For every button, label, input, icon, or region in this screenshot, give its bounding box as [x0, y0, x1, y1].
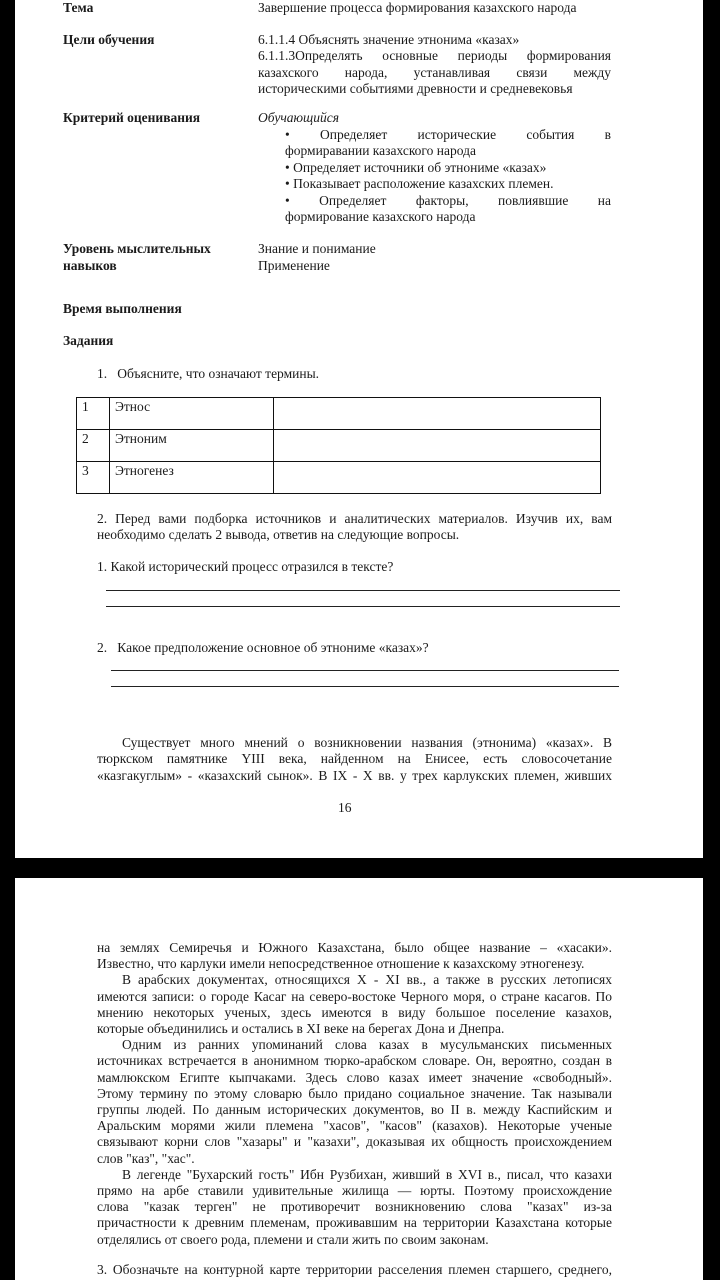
task2-line: необходимо сделать 2 вывода, ответив на следующие вопросы. — [97, 527, 460, 543]
answer-line[interactable] — [106, 590, 620, 591]
goals-label: Цели обучения — [63, 32, 155, 47]
term-cell: Этнос — [110, 398, 274, 430]
text-line: Этому термину по этому словарю было придано социальное значение. Так называли — [97, 1085, 612, 1101]
answer-line[interactable] — [111, 670, 619, 671]
document-page-16 — [15, 0, 703, 858]
text-line: прямо на арбе ставили удивительные жилища — юрты. Поэтому происхождение — [97, 1183, 612, 1198]
topic-label: Тема — [63, 0, 94, 15]
level-value: Знание и понимание — [258, 241, 376, 256]
page-number: 16 — [338, 800, 352, 815]
criteria-line: • Определяет факторы, повлиявшие на — [285, 192, 611, 208]
text-line: отделялись от своего рода, племени и стали жить по своим законам. — [97, 1231, 489, 1247]
question-2: 2. Какое предположение основное об этнониме «казах»? — [97, 640, 429, 655]
text-line: В легенде "Бухарский гость" Ибн Рузбихан, живший в XVI в., писал, что казахи — [122, 1166, 612, 1182]
term-cell: Этноним — [110, 430, 274, 462]
tasks-label: Задания — [63, 333, 114, 348]
document-page-17 — [15, 878, 703, 1280]
row-number: 2 — [77, 430, 110, 462]
answer-cell[interactable] — [274, 462, 601, 494]
goal-line: 6.1.1.4 Объяснять значение этнонима «казах» — [258, 32, 520, 47]
text-line: мнению некоторых ученых, здесь имеются в виду большое поселение казахов, — [97, 1004, 612, 1020]
criteria-line: • Определяет исторические события в — [285, 127, 611, 142]
table-row — [77, 430, 601, 462]
row-number: 3 — [77, 462, 110, 494]
text-line: которые объединились и остались в XI веке на берегах Дона и Днепра. — [97, 1021, 505, 1036]
source-line: Существует много мнений о возникновении названия (этнонима) «казах». В — [122, 735, 612, 750]
criteria-line: • Определяет источники об этнониме «казах» — [285, 159, 547, 175]
text-line: на землях Семиречья и Южного Казахстана, было общее название – «хасаки». — [97, 940, 612, 955]
goal-line: 6.1.1.3Определять основные периоды формирования — [258, 48, 611, 64]
text-line: слова "казак терген" не противоречит возникновению слова "казах" из-за — [97, 1199, 612, 1215]
level-value: Применение — [258, 258, 330, 273]
goal-line: казахского народа, устанавливая связи между — [258, 64, 611, 80]
text-line: источниках встречается в анонимном тюрко-арабском словаре. Он, вероятно, создан в — [97, 1053, 612, 1069]
text-line: Известно, что карлуки имели непосредственное отношение к казахскому этногенезу. — [97, 956, 585, 972]
terms-table — [76, 397, 601, 494]
criteria-label: Критерий оценивания — [63, 110, 201, 125]
text-line: Аральским морями жили племена "хасов", "касов" (казахов). Некоторые ученые — [97, 1118, 612, 1134]
source-line: тюркском памятнике YIII века, найденном на Енисее, есть словосочетание — [97, 751, 612, 767]
text-line: слов "каз", "хас". — [97, 1150, 195, 1166]
text-line: группы людей. По данным исторических документов, во II в. между Каспийским и — [97, 1102, 612, 1117]
text-line: причастности к древним племенам, проживавшим на территории Казахстана которые — [97, 1215, 612, 1231]
answer-line[interactable] — [106, 606, 620, 607]
source-line: «казгакуглым» - «казахский сынок». В IX - X вв. у трех карлукских племен, живших — [97, 767, 612, 783]
answer-cell[interactable] — [274, 398, 601, 430]
question-1: 1. Какой исторический процесс отразился в тексте? — [97, 559, 394, 574]
criteria-line: • Показывает расположение казахских племен. — [285, 176, 554, 192]
task2-line: 2. Перед вами подборка источников и аналитических материалов. Изучив их, вам — [97, 511, 612, 526]
text-line: имеются записи: о городе Касаг на северо-востоке Черного моря, о стране касагов. По — [97, 988, 612, 1004]
answer-line[interactable] — [111, 686, 619, 687]
level-label: Уровень мыслительных — [63, 241, 211, 256]
goal-line: историческими событиями древности и средневековья — [258, 81, 573, 97]
text-line: Одним из ранних упоминаний слова казах в мусульманских письменных — [122, 1037, 612, 1053]
criteria-line: формирование казахского народа — [285, 209, 476, 224]
table-row — [77, 398, 601, 430]
level-label: навыков — [63, 258, 117, 273]
topic-value: Завершение процесса формирования казахского народа — [258, 0, 577, 15]
table-row — [77, 462, 601, 494]
task3-text: 3. Обозначьте на контурной карте территории расселения племен старшего, среднего, — [97, 1262, 612, 1277]
time-label: Время выполнения — [63, 301, 182, 316]
answer-cell[interactable] — [274, 430, 601, 462]
text-line: В арабских документах, относящихся X - XI вв., а также в русских летописях — [122, 972, 612, 988]
term-cell: Этногенез — [110, 462, 274, 494]
task1-text: 1. Объясните, что означают термины. — [97, 366, 320, 381]
text-line: связывают корни слов "хазары" и "казахи", доказывая их общность происхождением — [97, 1134, 612, 1150]
text-line: мамлюкском Египте кыпчаками. Здесь слово казах имеет значение «свободный». — [97, 1069, 612, 1085]
criteria-intro: Обучающийся — [258, 110, 340, 125]
criteria-line: формиравании казахского народа — [285, 143, 476, 159]
row-number: 1 — [77, 398, 110, 430]
